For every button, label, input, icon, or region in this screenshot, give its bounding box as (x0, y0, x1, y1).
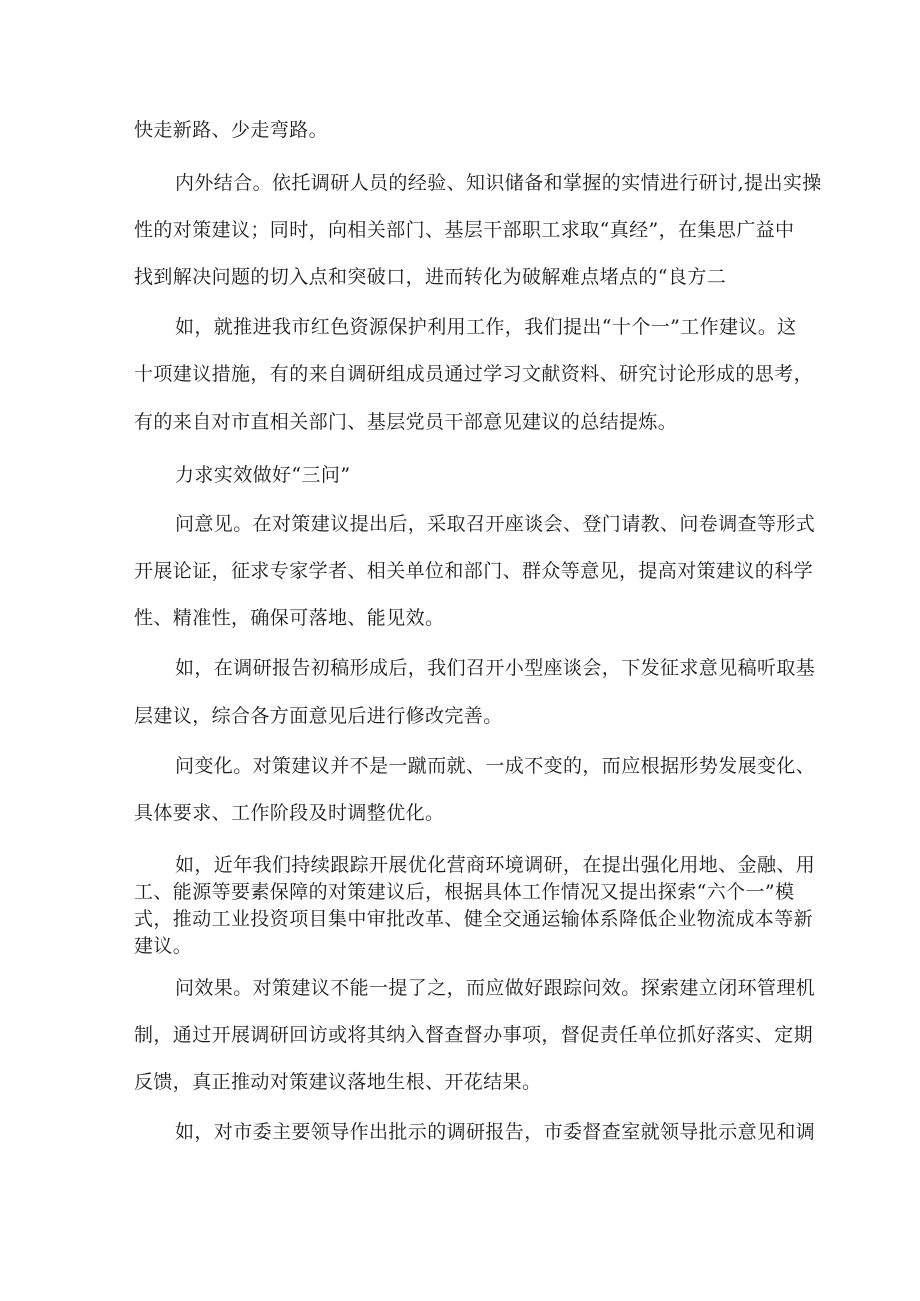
paragraph-line: 十项建议措施，有的来自调研组成员通过学习文献资料、研究讨论形成的思考， (134, 363, 814, 385)
paragraph-line: 性、精准性，确保可落地、能见效。 (134, 607, 445, 629)
paragraph-line: 问意见。在对策建议提出后，采取召开座谈会、登门请教、问卷调查等形式 (175, 513, 816, 535)
paragraph-line: 问效果。对策建议不能一提了之，而应做好跟踪问效。探索建立闭环管理机 (175, 977, 816, 999)
paragraph-line: 制，通过开展调研回访或将其纳入督查督办事项，督促责任单位抓好落实、定期 (134, 1024, 814, 1046)
paragraph-line: 工、能源等要素保障的对策建议后，根据具体工作情况又提出探索“六个一”模 (134, 881, 795, 903)
paragraph-line: 如，在调研报告初稿形成后，我们召开小型座谈会，下发征求意见稿听取基 (175, 657, 816, 679)
paragraph-line: 性的对策建议；同时，向相关部门、基层干部职工求取“真经”，在集思广益中 (134, 219, 795, 241)
paragraph-line: 层建议，综合各方面意见后进行修改完善。 (134, 705, 503, 727)
paragraph-line: 问变化。对策建议并不是一蹴而就、一成不变的，而应根据形势发展变化、 (175, 755, 816, 777)
paragraph-line: 开展论证，征求专家学者、相关单位和部门、群众等意见，提高对策建议的科学 (134, 560, 814, 582)
section-heading: 力求实效做好“三问” (175, 464, 351, 486)
paragraph-line: 有的来自对市直相关部门、基层党员干部意见建议的总结提炼。 (134, 411, 678, 433)
paragraph-line: 如，就推进我市红色资源保护利用工作，我们提出“十个一”工作建议。这 (175, 316, 797, 338)
paragraph-line: 反馈，真正推动对策建议落地生根、开花结果。 (134, 1071, 542, 1093)
paragraph-line: 式，推动工业投资项目集中审批改革、健全交通运输体系降低企业物流成本等新 (134, 908, 814, 930)
paragraph-line: 建议。 (134, 935, 193, 957)
paragraph-line: 如，对市委主要领导作出批示的调研报告，市委督查室就领导批示意见和调 (175, 1121, 816, 1143)
paragraph-line: 如，近年我们持续跟踪开展优化营商环境调研，在提出强化用地、金融、用 (175, 854, 816, 876)
paragraph-line: 内外结合。依托调研人员的经验、知识储备和掌握的实情进行研讨,提出实操 (175, 172, 822, 194)
paragraph-line: 找到解决问题的切入点和突破口，进而转化为破解难点堵点的“良方二 (134, 266, 727, 288)
text-line: 快走新路、少走弯路。 (134, 119, 329, 141)
paragraph-line: 具体要求、工作阶段及时调整优化。 (134, 802, 445, 824)
